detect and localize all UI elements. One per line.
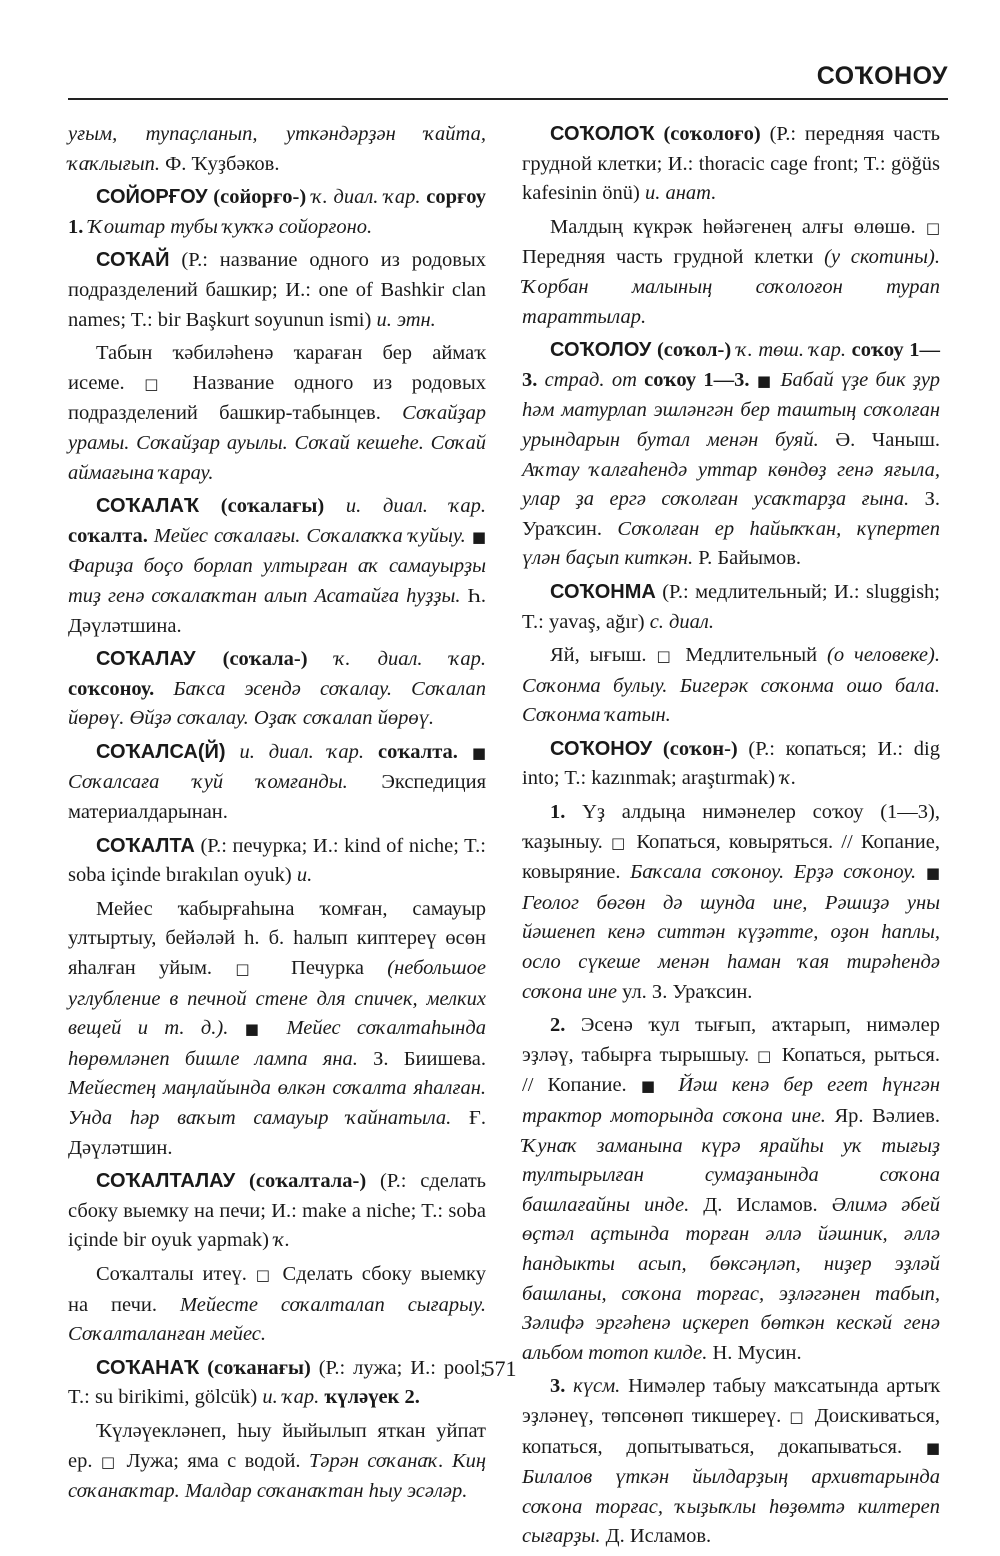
text-segment: Ғ. Дәүләтшин. bbox=[68, 1107, 486, 1159]
dictionary-paragraph bbox=[522, 1011, 940, 1368]
dictionary-paragraph bbox=[68, 1260, 486, 1350]
running-head-title: СОҠОНОУ bbox=[816, 62, 948, 90]
text-segment: Сделать сбоку выемку на печи. bbox=[68, 1262, 486, 1316]
headword: СОҠАЙ bbox=[96, 249, 170, 272]
italic-segment: Соҡолған ер һайыҡҡан, күпертеп үлән баҫып киткән. bbox=[522, 517, 940, 570]
italic-segment: Соҡалсаға ҡуй ҡомғанды. bbox=[68, 771, 348, 794]
bold-segment: (соҡолоғо) bbox=[654, 123, 770, 145]
text-segment: Нимәлер табыу маҡсатында артыҡ эҙләнеү, төпсөнөп тикшереү. bbox=[522, 1375, 940, 1427]
headword: СОҠАНАҠ bbox=[96, 1356, 200, 1379]
bold-segment: 2. bbox=[550, 1014, 566, 1037]
example-marker-icon: ■ bbox=[756, 371, 774, 390]
text-segment: З. Биишева. bbox=[357, 1047, 486, 1070]
dictionary-paragraph bbox=[68, 832, 486, 891]
dictionary-paragraph bbox=[68, 1167, 486, 1256]
text-segment: Эсенә ҡул тығып, аҡтарып, нимәлер эҙләү, табырға тырышыу. bbox=[522, 1014, 940, 1066]
bold-segment: (сойорғо-) bbox=[207, 186, 312, 209]
text-segment: Медлительный bbox=[675, 644, 828, 667]
translation-marker-icon: □ bbox=[610, 833, 629, 852]
italic-segment: Әлимә әбей өҫтәл аҫтында торған әллә йәшник, әллә һандыкты асып, бөксәңләп, ниҙер эҙләй башланы, соҡона торғас, эҙләгәнен табып, Зәлифә эргәһенә иҫкереп бөткән кескәй генә альбом тотоп килде. bbox=[522, 1193, 940, 1364]
italic-segment: (у скотины). Ҡорбан малының соҡолоғон турап тараттылар. bbox=[522, 246, 940, 328]
italic-segment: (о человеке). Соҡонма булыу. Бигерәк соҡонма ошо бала. Соҡонма ҡатын. bbox=[522, 644, 940, 727]
headword: СОҠАЛАУ bbox=[96, 648, 196, 671]
dictionary-paragraph bbox=[522, 641, 940, 731]
right-column bbox=[522, 120, 940, 1556]
italic-segment: Мейесте соҡалталап сығарыу. Соҡалталанған мейес. bbox=[68, 1293, 486, 1346]
text-segment: Үҙ алдыңа нимәнелер соҡоу (1—3), ҡаҙыныу. bbox=[522, 801, 940, 853]
example-marker-icon: ■ bbox=[925, 1438, 940, 1457]
example-marker-icon: ■ bbox=[925, 864, 941, 883]
dictionary-paragraph bbox=[68, 183, 486, 242]
headword: СОҠОЛОҠ bbox=[550, 123, 655, 145]
italic-segment: Мейес соҡалтаһында һөрөмләнеп бишле лампа яна. bbox=[68, 1017, 486, 1070]
italic-segment: күсм. bbox=[565, 1375, 621, 1398]
dictionary-paragraph bbox=[522, 336, 940, 574]
example-marker-icon: ■ bbox=[640, 1077, 665, 1096]
translation-marker-icon: □ bbox=[925, 218, 940, 237]
dictionary-paragraph bbox=[68, 738, 486, 828]
page-header bbox=[68, 60, 948, 100]
text-segment: Һ. Дәүләтшина. bbox=[68, 584, 486, 637]
italic-segment: Мейестең маңлайында өлкән соҡалта яһалған. Унда һәр ваҡыт самауыр ҡайнатыла. bbox=[68, 1077, 486, 1129]
dictionary-paragraph bbox=[522, 798, 940, 1007]
text-segment: (Р.: сделать сбоку выемку на печи; И.: make a niche; T.: soba içinde bir oyuk yapmak) bbox=[68, 1170, 486, 1252]
text-segment: Ә. Чаныш. bbox=[818, 428, 940, 451]
bold-segment: (соҡалтала-) bbox=[235, 1170, 380, 1193]
bold-segment: (соҡалағы) bbox=[199, 495, 346, 518]
left-column bbox=[68, 120, 486, 1511]
translation-marker-icon: □ bbox=[757, 1046, 774, 1065]
bold-segment: соҡсоноу. bbox=[68, 677, 155, 700]
headword: СОЙОРҒОУ bbox=[96, 186, 208, 209]
italic-segment: страд. от bbox=[537, 368, 637, 391]
text-segment: ул. З. Ураҡсин. bbox=[616, 980, 753, 1003]
text-segment: Доискиваться, копаться, допытываться, докапываться. bbox=[522, 1404, 940, 1458]
text-segment: (Р.: передняя часть грудной клетки; И.: thoracic cage front; T.: göğüs kafesinin önü) bbox=[522, 123, 940, 205]
bold-segment: соҡалта. bbox=[68, 524, 148, 547]
dictionary-paragraph bbox=[68, 120, 486, 179]
bold-segment: (соҡанағы) bbox=[199, 1356, 319, 1379]
page-number: 571 bbox=[483, 1356, 517, 1381]
headword: СОҠАЛАҠ bbox=[96, 495, 200, 518]
dictionary-paragraph bbox=[522, 735, 940, 794]
italic-segment: и. диал. ҡар. bbox=[345, 495, 487, 518]
text-segment: Р. Байымов. bbox=[693, 547, 801, 570]
dictionary-paragraph bbox=[522, 213, 940, 332]
italic-segment: Мейес соҡалағы. Соҡалаҡҡа ҡуйыу. bbox=[147, 524, 472, 547]
italic-segment: с. диал. bbox=[649, 610, 714, 633]
dictionary-paragraph bbox=[68, 1417, 486, 1507]
translation-marker-icon: □ bbox=[789, 1407, 807, 1426]
text-segment: З. Ураҡсин. bbox=[522, 488, 940, 540]
text-segment: Ф. Ҡуҙбәков. bbox=[159, 152, 280, 175]
text-segment: Яр. Вәлиев. bbox=[825, 1105, 940, 1127]
text-segment: Мейес ҡабырғаһына ҡомған, самауыр ултыртыу, бейәләй һ. б. һалып киптереү өсөн яһалған уйым. bbox=[68, 897, 486, 980]
bold-segment: соҡалта. bbox=[364, 740, 472, 763]
text-segment: Яй, ығыш. bbox=[550, 644, 657, 667]
italic-segment: Бабай үҙе бик ҙур һәм матурлап эшләнгән бер таштың соҡолған урындарын бутал менән буяй. bbox=[522, 368, 940, 451]
headword: СОҠАЛТАЛАУ bbox=[96, 1170, 236, 1193]
italic-segment: Тәрән соҡанаҡ. Киң соҡанаҡтар. Малдар соҡанаҡтан һыу эсәләр. bbox=[68, 1449, 486, 1503]
text-segment: Ҡүләүекләнеп, һыу йыйылып яткан уйпат ер. bbox=[68, 1419, 486, 1472]
text-segment: Копаться, ковыряться. // Копание, ковыряние. bbox=[522, 830, 940, 884]
italic-segment: ҡ. диал. ҡар. bbox=[334, 648, 487, 671]
italic-segment: Аҡтау ҡалғаһендә уттар көндөҙ генә яғыла, улар ҙа ергә соҡолған усаҡтарҙа ғына. bbox=[522, 458, 940, 511]
text-segment: Соҡалталы итеү. bbox=[96, 1262, 256, 1285]
bold-segment: 3. bbox=[550, 1375, 566, 1398]
dictionary-paragraph bbox=[522, 120, 940, 209]
italic-segment: Йәш кенә бер егет һүнгән трактор моторында соҡона ине. bbox=[522, 1074, 940, 1127]
text-segment: Н. Мусин. bbox=[707, 1341, 802, 1364]
italic-segment: и. диал. ҡар. bbox=[225, 740, 365, 763]
italic-segment: и. анат. bbox=[644, 182, 717, 205]
headword: СОҠАЛСА(Й) bbox=[96, 740, 226, 763]
text-segment: Печурка bbox=[267, 957, 388, 980]
bold-segment: сорғоу 1. bbox=[68, 186, 487, 238]
bold-segment: (соҡол-) bbox=[651, 339, 737, 362]
text-segment: Копаться, рыться. // Копание. bbox=[522, 1043, 940, 1097]
italic-segment: Геолог бөгөн дә шунда ине, Рәшиҙә уны йәшенеп кенә ситтән күҙәтте, оҙон һаплы, осло сүкеше менән һаман ҡая тирәһендә соҡона ине bbox=[522, 891, 940, 1003]
italic-segment: ҡ. bbox=[274, 1229, 291, 1252]
bold-segment: соҡоу 1—3. bbox=[522, 339, 940, 391]
italic-segment: Ҡунаҡ заманына күрә ярайһы уҡ тығыҙ тултырылған сумаҙанында соҡона башлағайны инде. bbox=[522, 1134, 940, 1216]
text-segment: (Р.: копаться; И.: dig into; T.: kazınmak; araştırmak) bbox=[522, 737, 940, 790]
example-marker-icon: ■ bbox=[244, 1020, 271, 1039]
italic-segment: уғым, тупаҫланып, уткәндәрҙән ҡайта, ҡаҡлығып. bbox=[68, 123, 486, 175]
headword: СОҠОНМА bbox=[550, 580, 656, 603]
dictionary-paragraph bbox=[68, 645, 486, 734]
translation-marker-icon: □ bbox=[100, 1452, 119, 1471]
translation-marker-icon: □ bbox=[144, 374, 173, 393]
italic-segment: Баҡса эсендә соҡалау. Соҡалап йөрөү. Өйҙә соҡалау. Оҙаҡ соҡалап йөрөү. bbox=[68, 677, 486, 730]
example-marker-icon: ■ bbox=[471, 527, 486, 546]
italic-segment: Баҡсала соҡоноу. Ерҙә соҡоноу. bbox=[630, 861, 926, 884]
italic-segment: (небольшое углубление в печной стене для спичек, мелких вещей и т. д.). bbox=[68, 957, 486, 1040]
italic-segment: и. ҡар. bbox=[262, 1386, 320, 1409]
text-segment: (Р.: название одного из родовых подразделений башкир; И.: one of Bashkir clan names; T.: bir Başkurt soyunun ismi) bbox=[68, 249, 486, 331]
dictionary-paragraph bbox=[522, 578, 940, 637]
dictionary-paragraph bbox=[68, 246, 486, 335]
dictionary-paragraph bbox=[522, 1372, 940, 1552]
translation-marker-icon: □ bbox=[255, 1265, 274, 1284]
text-segment: Д. Исламов. bbox=[689, 1193, 832, 1216]
italic-segment: ҡ. төш. ҡар. bbox=[736, 339, 847, 362]
italic-segment: и. этн. bbox=[376, 308, 436, 331]
italic-segment: Фариҙа боҫо борлап ултырған аҡ самауырҙы тиҙ генә соҡалаҡтан алып Асатайға һуҙҙы. bbox=[68, 555, 486, 607]
text-segment: Лужа; яма с водой. bbox=[118, 1449, 309, 1472]
italic-segment: и. bbox=[296, 864, 313, 887]
bold-segment: (соҡон-) bbox=[652, 737, 749, 760]
headword: СОҠОНОУ bbox=[550, 737, 653, 760]
italic-segment: ҡ. диал. ҡар. bbox=[311, 186, 421, 209]
headword: СОҠОЛОУ bbox=[550, 339, 652, 362]
text-segment: Экспедиция материалдарынан. bbox=[68, 771, 486, 824]
italic-segment: Соҡайҙар урамы. Соҡайҙар ауылы. Соҡай кешеһе. Соҡай аймағына ҡарау. bbox=[68, 402, 486, 484]
text-segment: Д. Исламов. bbox=[600, 1525, 712, 1548]
text-segment: (Р.: медлительный; И.: sluggish; T.: yavaş, ağır) bbox=[522, 580, 940, 633]
italic-segment: Билалов үткән йылдарҙың архивтарында соҡона торғас, ҡыҙыҡлы һөҙөмтә килтереп сығарҙы. bbox=[522, 1466, 940, 1548]
text-segment: Название одного из родовых подразделений башкир-табынцев. bbox=[68, 371, 486, 425]
translation-marker-icon: □ bbox=[235, 960, 268, 979]
dictionary-paragraph bbox=[68, 492, 486, 641]
text-segment: (Р.: печурка; И.: kind of niche; T.: soba içinde bırakılan oyuk) bbox=[68, 834, 486, 887]
italic-segment: Ҡоштар тубы ҡуҡҡә сойорғоно. bbox=[83, 215, 373, 238]
text-segment: Передняя часть грудной клетки bbox=[522, 246, 825, 269]
text-segment: Табын ҡәбиләһенә ҡараған бер аймаҡ исеме. bbox=[68, 342, 486, 394]
bold-segment: ҡүләүек 2. bbox=[319, 1386, 420, 1409]
italic-segment: ҡ. bbox=[780, 767, 797, 790]
text-segment: (Р.: лужа; И.: pool; T.: su birikimi, gölcük) bbox=[68, 1356, 486, 1409]
dictionary-paragraph bbox=[68, 895, 486, 1163]
headword: СОҠАЛТА bbox=[96, 834, 195, 857]
translation-marker-icon: □ bbox=[656, 647, 676, 666]
example-marker-icon: ■ bbox=[471, 743, 486, 762]
bold-segment: 1. bbox=[550, 801, 566, 824]
bold-segment: (соҡала-) bbox=[195, 648, 335, 671]
bold-segment: соҡоу 1—3. bbox=[636, 368, 757, 391]
dictionary-paragraph bbox=[68, 339, 486, 488]
text-segment: Малдың күкрәк һөйәгенең алғы өлөшө. bbox=[550, 215, 926, 238]
